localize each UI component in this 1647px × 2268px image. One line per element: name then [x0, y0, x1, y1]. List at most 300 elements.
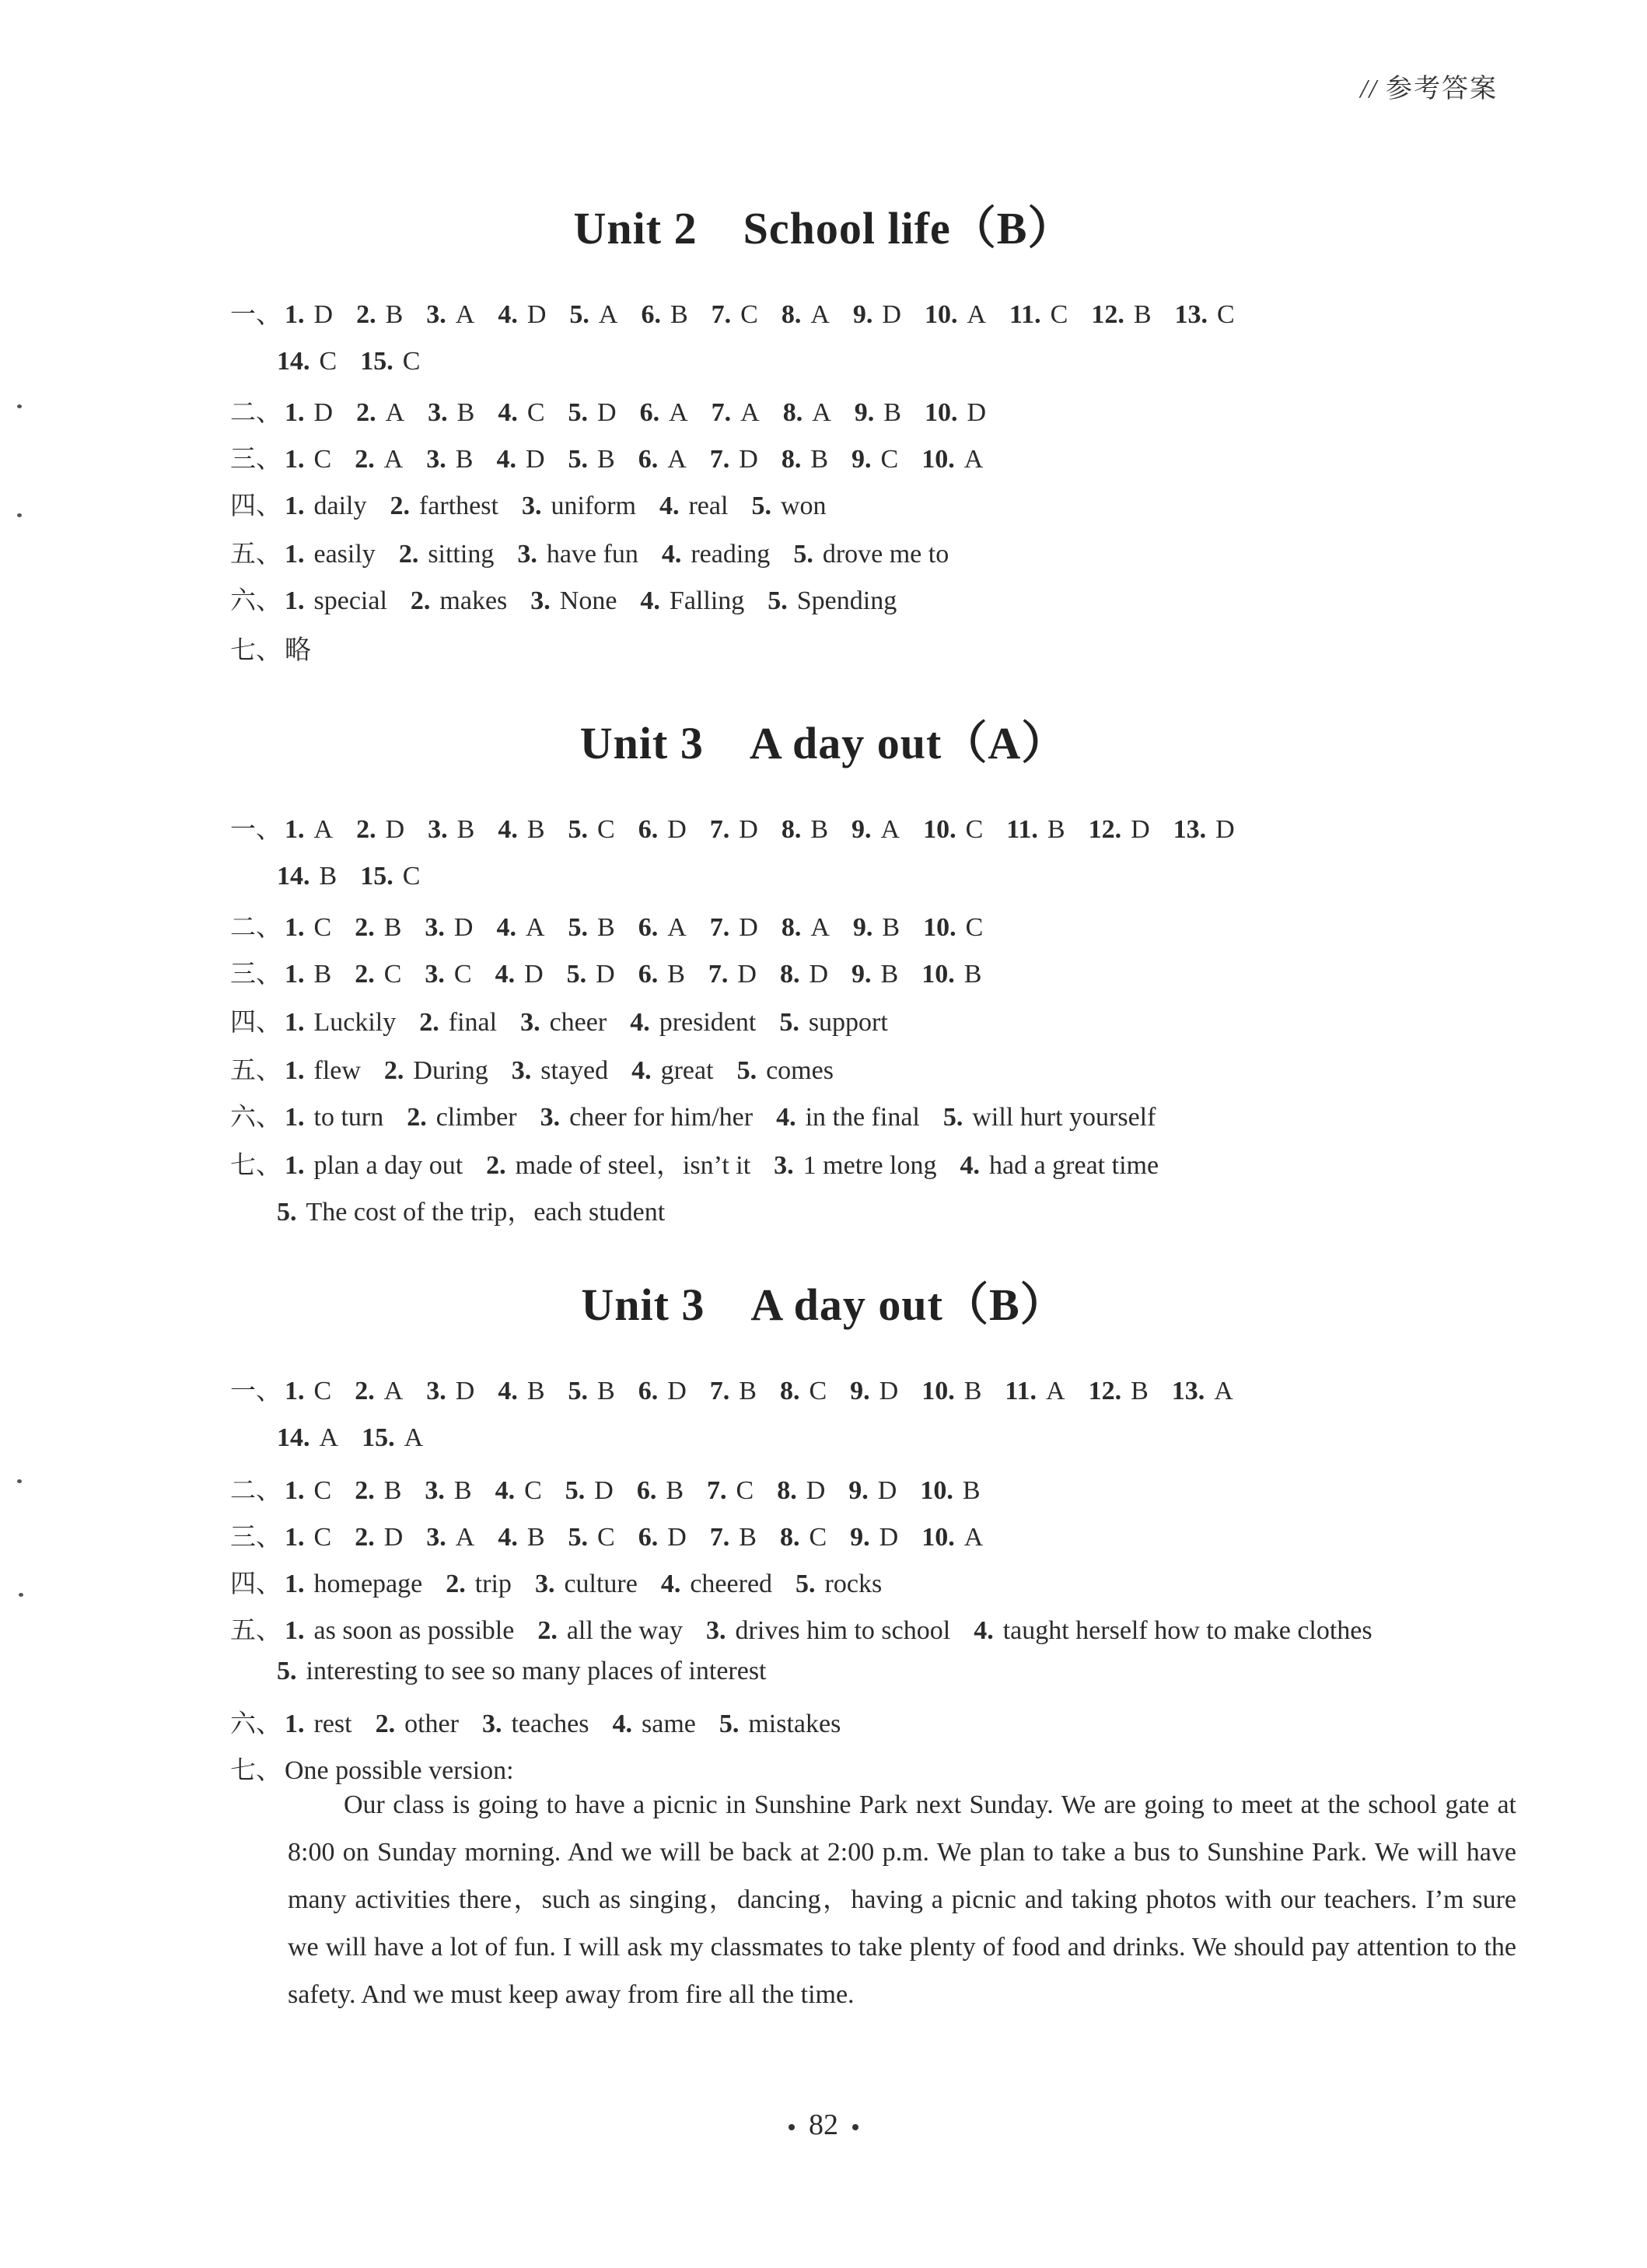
section-label: 一、	[230, 814, 281, 844]
answer-item	[495, 1476, 542, 1506]
section-label: 七、	[230, 1755, 281, 1785]
answer-item	[659, 492, 728, 521]
answer-text: Spending	[796, 586, 897, 615]
scan-speck	[17, 513, 22, 517]
question-number: 2.	[355, 1523, 375, 1552]
answer-text: homepage	[313, 1570, 423, 1598]
question-number: 6.	[639, 398, 660, 427]
answer-item	[776, 1103, 920, 1132]
question-number: 3.	[520, 1008, 540, 1037]
question-number: 1.	[285, 913, 305, 942]
answer-item	[285, 540, 376, 569]
question-number: 5.	[751, 492, 771, 520]
answer-text: D	[806, 1476, 826, 1505]
section-label: 三、	[230, 443, 281, 474]
question-number: 10.	[924, 398, 958, 427]
answer-item	[853, 300, 901, 330]
answer-item	[285, 1616, 514, 1646]
answer-text: B	[385, 300, 404, 329]
answer-item	[768, 586, 897, 616]
answer-row	[230, 1370, 1257, 1407]
answer-item	[520, 1008, 607, 1038]
answer-text: A	[455, 1523, 475, 1552]
question-number: 4.	[612, 1710, 632, 1738]
answer-row	[230, 1610, 1396, 1647]
question-number: 5.	[568, 1523, 588, 1552]
section-label: 五、	[230, 1055, 281, 1085]
answer-item	[851, 960, 898, 989]
question-number: 3.	[706, 1616, 726, 1645]
answer-item	[446, 1570, 512, 1599]
question-number: 1.	[285, 960, 305, 989]
answer-item	[710, 815, 758, 845]
answer-item	[565, 1476, 614, 1506]
question-number: 3.	[428, 398, 448, 427]
answer-item	[360, 347, 420, 376]
answer-text: D	[597, 398, 617, 427]
answer-item	[712, 398, 760, 428]
answer-text: Luckily	[313, 1008, 397, 1037]
question-number: 14.	[277, 862, 310, 891]
question-number: 7.	[707, 1476, 727, 1505]
answer-item	[782, 815, 828, 845]
answer-text: B	[383, 913, 402, 942]
answer-text: daily	[313, 492, 367, 520]
answer-item	[540, 1103, 754, 1132]
answer-text: A	[667, 913, 687, 942]
question-number: 2.	[355, 1476, 375, 1505]
answer-text: B	[667, 960, 685, 989]
answer-text: B	[739, 1523, 757, 1552]
answer-item	[384, 1056, 488, 1086]
answer-text: C	[597, 1523, 615, 1552]
answer-text: flew	[313, 1056, 361, 1085]
answer-item	[783, 398, 831, 428]
question-number: 10.	[920, 1476, 953, 1505]
answer-text: A	[880, 815, 900, 844]
answer-item	[1089, 815, 1150, 845]
answer-text: as soon as possible	[313, 1616, 515, 1645]
answer-item	[285, 445, 331, 474]
section-label: 一、	[230, 1375, 281, 1405]
answer-text: cheered	[690, 1570, 773, 1598]
answer-item	[426, 1377, 474, 1406]
question-number: 4.	[660, 1570, 681, 1598]
answer-text: rest	[313, 1710, 352, 1738]
unit-title: Unit 2 School life（B）	[573, 203, 1074, 254]
answer-item	[1091, 300, 1151, 330]
answer-item	[517, 540, 638, 569]
answer-item	[399, 540, 495, 569]
answer-item	[537, 1616, 683, 1646]
answer-text: Falling	[669, 586, 745, 615]
answer-item	[638, 1523, 687, 1552]
answer-text: D	[739, 913, 758, 942]
answer-text: C	[313, 913, 332, 942]
answer-text: C	[313, 1377, 332, 1405]
answer-item	[777, 1476, 825, 1506]
answer-text: A	[967, 300, 986, 329]
answer-text: made of steel，isn’t it	[515, 1151, 751, 1180]
answer-text: uniform	[551, 492, 636, 520]
answer-text: all the way	[566, 1616, 683, 1645]
answer-text: D	[453, 913, 474, 942]
question-number: 9.	[850, 1377, 870, 1405]
answer-item	[285, 398, 333, 428]
answer-item	[376, 1710, 459, 1739]
section-label: 二、	[230, 1475, 281, 1505]
answer-item	[638, 445, 687, 474]
question-number: 4.	[640, 586, 660, 615]
section-label: 三、	[230, 958, 281, 989]
answer-item	[355, 1476, 401, 1506]
answer-text: D	[739, 445, 758, 474]
answer-item	[851, 815, 900, 845]
answer-text: A	[383, 1377, 404, 1405]
answer-item	[285, 1476, 331, 1506]
question-number: 5.	[277, 1198, 297, 1227]
answer-text: special	[313, 586, 387, 615]
answer-row	[230, 628, 311, 667]
question-number: 15.	[362, 1423, 395, 1452]
answer-item	[638, 1377, 687, 1406]
question-number: 6.	[638, 1377, 659, 1405]
section-label: 六、	[230, 1101, 281, 1132]
answer-text: D	[313, 300, 334, 329]
question-number: 14.	[277, 1423, 310, 1452]
section-label: 四、	[230, 1568, 281, 1598]
answer-text: A	[1046, 1377, 1065, 1405]
answer-text: taught herself how to make clothes	[1002, 1616, 1372, 1645]
answer-item	[285, 1710, 352, 1739]
answer-text: B	[597, 445, 615, 474]
answer-item	[498, 1377, 544, 1406]
question-number: 13.	[1174, 300, 1208, 329]
answer-text: B	[319, 862, 337, 891]
question-number: 2.	[446, 1570, 466, 1598]
question-number: 9.	[850, 1523, 870, 1552]
question-number: 2.	[355, 445, 375, 474]
question-number: 5.	[793, 540, 813, 569]
answer-item	[855, 398, 901, 428]
question-number: 3.	[425, 960, 445, 989]
answer-item	[355, 445, 403, 474]
answer-item	[641, 300, 687, 330]
question-number: 1.	[285, 445, 305, 474]
question-number: 10.	[923, 815, 956, 844]
answer-item	[496, 445, 544, 474]
model-essay	[288, 1781, 1516, 2018]
answer-text: A	[1214, 1377, 1233, 1405]
answer-item	[277, 862, 337, 891]
answer-item	[707, 1476, 754, 1506]
question-number: 1.	[285, 1523, 305, 1552]
answer-row	[230, 1097, 1179, 1133]
answer-item	[425, 913, 473, 943]
answer-text: stayed	[540, 1056, 609, 1085]
answer-item	[530, 586, 617, 616]
question-number: 4.	[659, 492, 680, 520]
answer-item	[568, 913, 615, 943]
answer-text: D	[739, 815, 758, 844]
question-number: 1.	[285, 1008, 305, 1037]
question-number: 1.	[285, 1151, 305, 1180]
answer-item	[535, 1570, 638, 1599]
answer-text: B	[1133, 300, 1152, 329]
answer-text: A	[740, 398, 760, 427]
answer-text: C	[809, 1377, 827, 1405]
answer-item	[522, 492, 636, 521]
question-number: 2.	[356, 815, 376, 844]
answer-item	[498, 815, 544, 845]
question-number: 9.	[851, 815, 872, 844]
answer-text: C	[880, 445, 899, 474]
section-label: 二、	[230, 397, 281, 427]
answer-text: 略	[285, 636, 311, 665]
answer-text: B	[1047, 815, 1065, 844]
answer-item	[661, 1570, 772, 1599]
question-number: 2.	[383, 1056, 404, 1085]
answer-text: D	[667, 1523, 687, 1552]
answer-item	[362, 1423, 423, 1453]
section-label: 三、	[230, 1521, 281, 1552]
answer-item	[486, 1143, 750, 1181]
answer-text: D	[385, 815, 405, 844]
answer-item	[356, 815, 404, 845]
answer-text: A	[385, 398, 405, 427]
answer-text: C	[402, 347, 421, 376]
question-number: 9.	[852, 913, 873, 942]
answer-text: D	[879, 1523, 899, 1552]
answer-item	[706, 1616, 950, 1646]
answer-item	[943, 1103, 1156, 1132]
question-number: 9.	[848, 1476, 869, 1505]
answer-item	[921, 960, 981, 989]
answer-item	[850, 1377, 898, 1406]
answer-text: B	[883, 398, 901, 427]
question-number: 4.	[496, 445, 516, 474]
question-number: 1.	[285, 1616, 305, 1645]
question-number: 4.	[498, 300, 518, 329]
answer-text: B	[526, 815, 545, 844]
answer-row	[230, 485, 850, 522]
question-number: 6.	[638, 815, 659, 844]
question-number: 2.	[398, 540, 419, 569]
section-label: 五、	[230, 1615, 281, 1645]
page-number-text: 82	[809, 2109, 838, 2141]
scan-speck	[17, 404, 22, 408]
answer-item	[285, 960, 331, 989]
question-number: 2.	[410, 586, 431, 615]
section-label: 六、	[230, 1708, 281, 1738]
answer-text: D	[882, 300, 901, 329]
answer-row	[230, 294, 1258, 331]
question-number: 10.	[924, 300, 958, 329]
answer-item	[568, 815, 615, 845]
question-number: 9.	[854, 398, 875, 427]
answer-item	[780, 1523, 827, 1552]
answer-item	[285, 1151, 463, 1181]
answer-item	[780, 960, 828, 989]
answer-item	[640, 586, 744, 616]
answer-text: B	[880, 960, 899, 989]
answer-text: climber	[435, 1103, 517, 1132]
question-number: 8.	[779, 1523, 800, 1552]
answer-item	[419, 1008, 497, 1038]
answer-item	[360, 862, 420, 891]
unit-title: Unit 3 A day out（A）	[579, 718, 1068, 768]
answer-item	[498, 1523, 544, 1552]
answer-text: B	[670, 300, 688, 329]
answer-text: D	[594, 1476, 614, 1505]
answer-text: D	[524, 960, 544, 989]
answer-item	[428, 815, 474, 845]
question-number: 2.	[486, 1151, 506, 1180]
answer-text: C	[809, 1523, 827, 1552]
answer-text: A	[455, 300, 475, 329]
answer-item	[793, 540, 949, 569]
section-label: 五、	[230, 538, 281, 569]
answer-item	[851, 445, 898, 474]
answer-text: During	[413, 1056, 488, 1085]
question-number: 7.	[709, 445, 730, 474]
header-mark: //	[1360, 75, 1378, 103]
answer-text: C	[319, 347, 337, 376]
question-number: 7.	[711, 300, 732, 329]
answer-text: mistakes	[748, 1710, 841, 1738]
answer-item	[512, 1056, 608, 1086]
answer-text: farthest	[418, 492, 498, 520]
question-number: 8.	[777, 1476, 797, 1505]
question-number: 5.	[942, 1103, 963, 1132]
question-number: 2.	[407, 1103, 427, 1132]
answer-item	[796, 1570, 882, 1599]
answer-text: B	[313, 960, 332, 989]
answer-text: sitting	[428, 540, 495, 569]
answer-row	[230, 1563, 905, 1600]
answer-item	[1173, 815, 1235, 845]
question-number: 5.	[568, 445, 588, 474]
answer-text: reading	[691, 540, 771, 569]
section-label: 四、	[230, 490, 281, 520]
answer-text: A	[963, 445, 984, 474]
answer-item	[638, 913, 687, 943]
answer-item	[710, 913, 758, 943]
answer-row	[230, 954, 1005, 990]
answer-item	[277, 1423, 338, 1453]
question-number: 3.	[521, 492, 542, 520]
question-number: 3.	[426, 1523, 446, 1552]
question-number: 4.	[631, 1056, 652, 1085]
question-number: 2.	[355, 960, 375, 989]
answer-item	[277, 347, 337, 376]
answer-text: drove me to	[822, 540, 949, 569]
answer-text: A	[963, 1523, 984, 1552]
answer-item	[356, 398, 404, 428]
question-number: 3.	[517, 540, 537, 569]
answer-text: B	[666, 1476, 684, 1505]
answer-text: None	[559, 586, 617, 615]
answer-text: plan a day out	[313, 1151, 463, 1180]
question-number: 1.	[285, 1377, 305, 1405]
answer-item	[495, 960, 544, 989]
question-number: 8.	[782, 398, 803, 427]
answer-row	[230, 392, 1009, 429]
answer-text: D	[526, 300, 547, 329]
answer-text: have fun	[546, 540, 638, 569]
question-number: 4.	[661, 540, 682, 569]
section-label: 四、	[230, 1006, 281, 1037]
answer-item	[708, 960, 757, 989]
header-title: 参考答案	[1386, 75, 1498, 103]
question-number: 6.	[638, 445, 659, 474]
answer-text: cheer	[549, 1008, 607, 1037]
answer-text: real	[688, 492, 729, 520]
section-label: 一、	[230, 299, 281, 329]
question-number: 7.	[708, 960, 729, 989]
answer-text: D	[967, 398, 986, 427]
answer-item	[568, 1377, 615, 1406]
question-number: 4.	[630, 1008, 650, 1037]
answer-row	[230, 439, 1006, 475]
question-number: 8.	[781, 815, 802, 844]
answer-text: A	[810, 913, 830, 942]
answer-item	[355, 913, 401, 943]
answer-text: teaches	[511, 1710, 589, 1738]
answer-text: C	[313, 1476, 332, 1505]
answer-item	[779, 1008, 888, 1038]
answer-text: drives him to school	[735, 1616, 951, 1645]
answer-text: A	[810, 300, 830, 329]
answer-row	[230, 1002, 911, 1038]
answer-item	[426, 1523, 474, 1552]
answer-text: B	[963, 960, 982, 989]
answer-item	[285, 1377, 331, 1406]
answer-text: D	[809, 960, 828, 989]
question-number: 4.	[498, 815, 518, 844]
question-number: 10.	[921, 960, 955, 989]
answer-item	[285, 913, 331, 943]
question-number: 1.	[285, 815, 305, 844]
answer-text: to turn	[313, 1103, 384, 1132]
question-number: 7.	[709, 1523, 730, 1552]
answer-text: D	[1131, 815, 1150, 844]
answer-text: B	[1131, 1377, 1149, 1405]
answer-item	[498, 398, 544, 428]
page-number	[0, 2108, 1647, 2142]
question-number: 9.	[852, 300, 873, 329]
running-header	[1360, 67, 1498, 105]
answer-item	[850, 1523, 898, 1552]
answer-text: great	[660, 1056, 714, 1085]
answer-text: One possible version:	[285, 1756, 514, 1785]
question-number: 5.	[569, 300, 589, 329]
answer-item	[960, 1151, 1159, 1181]
question-number: 1.	[285, 1570, 305, 1598]
answer-item	[638, 815, 687, 845]
answer-item	[923, 815, 983, 845]
answer-text: D	[455, 1377, 475, 1405]
question-number: 4.	[498, 1377, 518, 1405]
answer-item	[782, 445, 828, 474]
answer-text: A	[667, 445, 687, 474]
answer-item	[774, 1151, 936, 1181]
answer-row	[230, 1703, 864, 1740]
answer-item	[848, 1476, 897, 1506]
answer-item	[568, 445, 615, 474]
answer-text: comes	[766, 1056, 834, 1085]
answer-text: A	[313, 815, 334, 844]
